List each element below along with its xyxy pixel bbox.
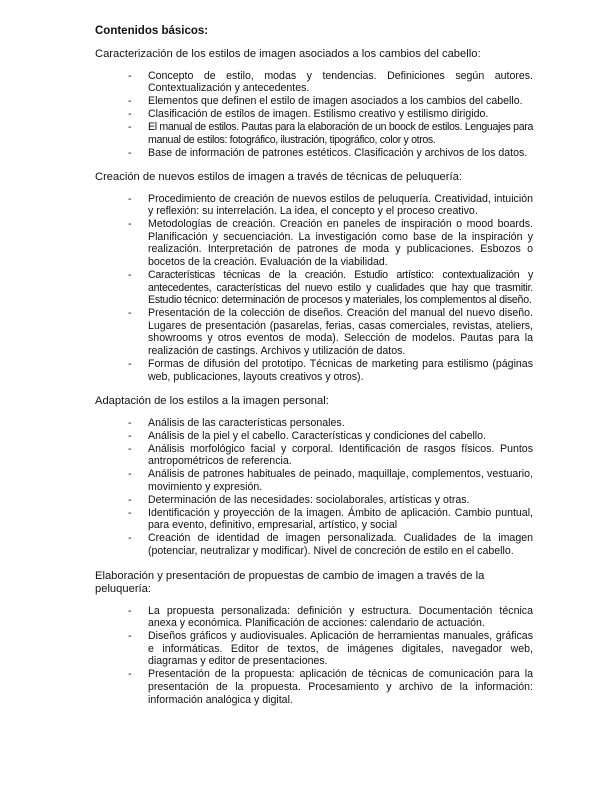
list-item-text: Análisis de las características personales.: [148, 416, 345, 429]
section-creacion: [95, 171, 533, 383]
dash-bullet: -: [128, 121, 132, 134]
list-item: [95, 70, 533, 95]
list-item-text: Presentación de la colección de diseños. Creación del manual del nuevo diseño. Lugares de presentación (pasarelas, ferias, casas comerciales, revistas, ateliers, showrooms y otros eventos de moda). Selección de modelos. Pautas para la realización de castings. Archivos y utilización de datos.: [148, 307, 533, 358]
list-item-text: Análisis morfológico facial y corporal. Identificación de rasgos físicos. Puntos antropométricos de referencia.: [148, 442, 533, 468]
list-item: [95, 95, 533, 108]
dash-bullet: -: [128, 69, 132, 82]
list-item: [95, 358, 533, 383]
dash-bullet: -: [128, 532, 132, 545]
bullet-list: [95, 70, 533, 160]
list-item-text: Análisis de la piel y el cabello. Características y condiciones del cabello.: [148, 429, 486, 442]
list-item: [95, 269, 533, 307]
list-item: [95, 468, 533, 493]
dash-bullet: -: [128, 108, 132, 121]
dash-bullet: -: [128, 429, 132, 442]
list-item-text: El manual de estilos. Pautas para la elaboración de un boock de estilos. Lenguajes para manual de estilos: fotográfico, ilustración, tipográfico, color y otros.: [148, 121, 533, 146]
dash-bullet: -: [128, 358, 132, 370]
dash-bullet: -: [128, 630, 132, 643]
section-adaptacion: [95, 395, 533, 557]
list-item: [95, 507, 533, 532]
list-item: [95, 605, 533, 630]
bullet-list: [95, 417, 533, 558]
dash-bullet: -: [128, 416, 132, 429]
list-item-text: Características técnicas de la creación. Estudio artístico: contextualización y antecedentes, características del nuevo estilo y cualidades que hay que trasmitir. Estudio técnico: determinación de procesos y materiales, los complementos al diseño.: [148, 269, 533, 307]
section-caracterizacion: [95, 48, 533, 159]
document-page: [95, 24, 533, 718]
dash-bullet: -: [128, 506, 132, 519]
list-item: [95, 121, 533, 146]
list-item-text: Formas de difusión del prototipo. Técnicas de marketing para estilismo (páginas web, publicaciones, layouts creativos y otros).: [148, 358, 533, 383]
bullet-list: [95, 193, 533, 383]
list-item: [95, 532, 533, 557]
dash-bullet: -: [128, 192, 132, 205]
dash-bullet: -: [128, 95, 132, 108]
list-item-text: Análisis de patrones habituales de peinado, maquillaje, complementos, vestuario, movimiento y expresión.: [148, 468, 533, 493]
list-item: [95, 630, 533, 668]
list-item-text: Presentación de la propuesta: aplicación de técnicas de comunicación para la presentación de la propuesta. Procesamiento y archivo de la información: información analógica y digital.: [148, 668, 533, 706]
dash-bullet: -: [128, 269, 132, 282]
list-item-text: Metodologías de creación. Creación en paneles de inspiración o mood boards. Planificación y secuenciación. La investigación como base de la inspiración y realización. Interpretación de patrones de moda y publicaciones. Esbozos o bocetos de la creación. Evaluación de la viabilidad.: [148, 218, 533, 269]
list-item: [95, 443, 533, 468]
page-heading: Contenidos básicos:: [95, 25, 209, 37]
list-item-text: Concepto de estilo, modas y tendencias. Definiciones según autores. Contextualización y antecedentes.: [148, 69, 533, 95]
bullet-list: [95, 605, 533, 707]
dash-bullet: -: [128, 604, 132, 617]
dash-bullet: -: [128, 218, 132, 231]
list-item: [95, 307, 533, 357]
list-item: [95, 108, 533, 121]
list-item: [95, 147, 533, 160]
list-item-text: Identificación y proyección de la imagen. Ámbito de aplicación. Cambio puntual, para evento, definitivo, empresarial, artístico, y social: [148, 506, 533, 532]
list-item-text: Diseños gráficos y audiovisuales. Aplicación de herramientas manuales, gráficas e informáticas. Editor de textos, de imágenes digitales, navegador web, diagramas y editor de presentaciones.: [148, 630, 533, 668]
section-title: Adaptación de los estilos a la imagen personal:: [95, 395, 329, 408]
section-elaboracion: [95, 570, 533, 707]
list-item: [95, 430, 533, 443]
list-item-text: Creación de identidad de imagen personalizada. Cualidades de la imagen (potenciar, neutralizar y modificar). Nivel de concreción de estilo en el cabello.: [148, 532, 533, 557]
list-item-text: Procedimiento de creación de nuevos estilos de peluquería. Creatividad, intuición y reflexión: su interrelación. La idea, el concepto y el proceso creativo.: [148, 192, 533, 218]
list-item-text: La propuesta personalizada: definición y estructura. Documentación técnica anexa y económica. Planificación de acciones: calendario de actuación.: [148, 604, 533, 630]
list-item: [95, 494, 533, 507]
dash-bullet: -: [128, 468, 132, 481]
dash-bullet: -: [128, 493, 132, 506]
list-item: [95, 193, 533, 218]
section-title: Creación de nuevos estilos de imagen a través de técnicas de peluquería:: [95, 171, 462, 184]
dash-bullet: -: [128, 668, 132, 681]
section-title: Caracterización de los estilos de imagen asociados a los cambios del cabello:: [95, 48, 481, 60]
list-item: [95, 668, 533, 706]
dash-bullet: -: [128, 442, 132, 455]
list-item-text: Elementos que definen el estilo de imagen asociados a los cambios del cabello.: [148, 95, 523, 108]
list-item: [95, 417, 533, 430]
dash-bullet: -: [128, 146, 132, 159]
list-item-text: Determinación de las necesidades: sociolaborales, artísticas y otras.: [148, 493, 470, 506]
list-item-text: Base de información de patrones estéticos. Clasificación y archivos de los datos.: [148, 146, 528, 159]
list-item: [95, 218, 533, 268]
dash-bullet: -: [128, 307, 132, 320]
section-title: Elaboración y presentación de propuestas de cambio de imagen a través de la peluquería:: [95, 569, 485, 596]
list-item-text: Clasificación de estilos de imagen. Estilismo creativo y estilismo dirigido.: [148, 108, 489, 121]
